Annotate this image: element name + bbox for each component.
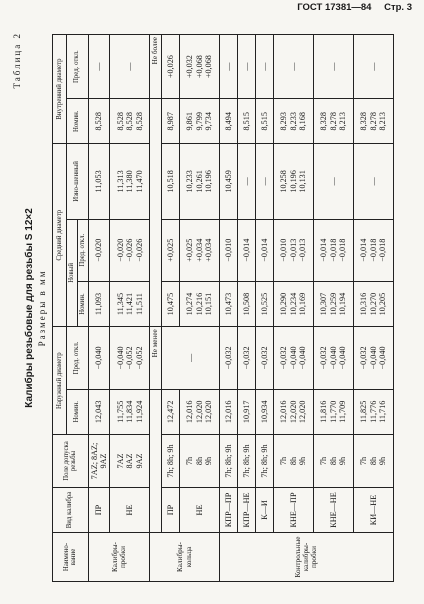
cell-middle-worn: 10,233 10,261 10,196 bbox=[179, 144, 219, 219]
cell-vid: НЕ bbox=[179, 488, 219, 533]
cell-outer-pred: −0,032 bbox=[237, 327, 255, 389]
cell-inner-pred: — bbox=[255, 35, 273, 99]
col-outer-pred: Пред. откл. bbox=[67, 327, 89, 389]
cell-middle-pred: −0,014 bbox=[255, 219, 273, 281]
cell-inner-nom: 8,987 bbox=[161, 99, 179, 144]
cell-inner-pred: — bbox=[273, 35, 313, 99]
cell-outer-pred: −0,032 −0,040 −0,040 bbox=[353, 327, 393, 389]
table-title: Калибры резьбовые для резьбы S 12×2 bbox=[24, 208, 35, 408]
cell-middle-worn: 11,313 11,380 11,470 bbox=[110, 144, 150, 219]
cell-outer-nom: 12,016 bbox=[219, 389, 237, 434]
rotated-page bbox=[12, 28, 412, 588]
table-label: Таблица 2 bbox=[12, 32, 22, 89]
cell-inner-pred: +0,032 +0,068 +0,068 bbox=[179, 35, 219, 99]
table-row bbox=[313, 35, 353, 582]
table-row bbox=[88, 35, 110, 582]
cell-outer-nom: 12,472 bbox=[161, 389, 179, 434]
col-outer-nom: Номин. bbox=[67, 389, 89, 434]
cell-outer-nom: 11,816 11,770 11,709 bbox=[313, 389, 353, 434]
cell-inner-nom: 8,528 8,528 8,528 bbox=[110, 99, 150, 144]
cell-inner-nom: 8,293 8,233 8,168 bbox=[273, 99, 313, 144]
cell-middle-worn: — bbox=[353, 144, 393, 219]
cell-vid: КНЕ—НЕ bbox=[313, 488, 353, 533]
col-middle-new: Новый bbox=[67, 219, 78, 327]
cell-middle-nom: 10,508 bbox=[237, 281, 255, 326]
cell-middle-nom: 11,345 11,421 11,511 bbox=[110, 281, 150, 326]
cell-middle-worn: 10,518 bbox=[161, 144, 179, 219]
table-row bbox=[255, 35, 273, 582]
col-middle: Средний диаметр bbox=[53, 144, 67, 327]
cell-middle-nom: 10,290 10,234 10,169 bbox=[273, 281, 313, 326]
cell-vid: КПР—ПР bbox=[219, 488, 237, 533]
cell-outer-pred: −0,032 bbox=[255, 327, 273, 389]
cell-vid: ПР bbox=[88, 488, 110, 533]
col-middle-worn: Изно-шенный bbox=[67, 144, 89, 219]
col-pole: Поле допуска резьбы bbox=[53, 435, 89, 488]
table-row bbox=[219, 35, 237, 582]
col-vid: Вид калибра bbox=[53, 488, 89, 533]
category-probki: Калибры-пробки bbox=[88, 533, 150, 582]
table-row bbox=[237, 35, 255, 582]
cell-middle-worn: — bbox=[237, 144, 255, 219]
cell-pole: 7h 8h 9h bbox=[353, 435, 393, 488]
cell-inner-pred: — bbox=[110, 35, 150, 99]
cell-middle-nom: 10,473 bbox=[219, 281, 237, 326]
cell-middle-worn: 10,258 10,196 10,131 bbox=[273, 144, 313, 219]
category-control: Контрольные калибры-пробки bbox=[219, 533, 393, 582]
cell-outer-nom: 11,755 11,834 11,924 bbox=[110, 389, 150, 434]
category-kolca: Калибры-кольца bbox=[150, 533, 219, 582]
cell-middle-pred: −0,014 −0,018 −0,018 bbox=[313, 219, 353, 281]
cell-vid: НЕ bbox=[110, 488, 150, 533]
cell-inner-nom: 8,528 bbox=[88, 99, 110, 144]
gost-number: ГОСТ 17381—84 bbox=[297, 2, 372, 13]
table-row bbox=[273, 35, 313, 582]
cell-outer-pred: — bbox=[161, 327, 219, 389]
cell-inner-nom: 8,328 8,278 8,213 bbox=[353, 99, 393, 144]
cell-middle-pred: −0,014 bbox=[237, 219, 255, 281]
cell-inner-nom: 8,515 bbox=[237, 99, 255, 144]
page-header bbox=[287, 2, 412, 13]
cell-middle-pred: +0,025 +0,034 +0,034 bbox=[179, 219, 219, 281]
cell-inner-pred: — bbox=[353, 35, 393, 99]
cell-middle-pred: −0,020 −0,026 −0,026 bbox=[110, 219, 150, 281]
cell-pole: 7AZ 8AZ 9AZ bbox=[110, 435, 150, 488]
cell-pole: 7h; 8h; 9h bbox=[237, 435, 255, 488]
cell-pole: 7h 8h 9h bbox=[313, 435, 353, 488]
cell-pole: 7h 8h 9h bbox=[179, 435, 219, 488]
cell-pole: 7AZ; 8AZ; 9AZ bbox=[88, 435, 110, 488]
cell-inner-pred: — bbox=[219, 35, 237, 99]
cell-middle-nom: 11,093 bbox=[88, 281, 110, 326]
table-row-note bbox=[150, 35, 161, 582]
cell-outer-nom: 10,934 bbox=[255, 389, 273, 434]
cell-vid: К—И bbox=[255, 488, 273, 533]
table-row bbox=[110, 35, 150, 582]
cell-inner-pred: — bbox=[237, 35, 255, 99]
cell-inner-nom: 8,494 bbox=[219, 99, 237, 144]
cell-middle-pred: −0,010 −0,013 −0,013 bbox=[273, 219, 313, 281]
col-middle-new-pred: Пред. откл. bbox=[77, 219, 88, 281]
col-inner-pred: Пред. откл. bbox=[67, 35, 89, 99]
calibre-table bbox=[52, 34, 394, 582]
cell-inner-pred: — bbox=[88, 35, 110, 99]
cell-vid: ПР bbox=[161, 488, 179, 533]
cell-pole: 7h; 8h; 9h bbox=[219, 435, 237, 488]
table-row bbox=[179, 35, 219, 582]
table-row bbox=[161, 35, 179, 582]
cell-middle-nom: 10,475 bbox=[161, 281, 179, 326]
cell-pole: 7h; 8h; 9h bbox=[255, 435, 273, 488]
cell-middle-pred: −0,014 −0,018 −0,018 bbox=[353, 219, 393, 281]
cell-outer-pred: −0,032 −0,040 −0,040 bbox=[313, 327, 353, 389]
cell-outer-nom: 10,917 bbox=[237, 389, 255, 434]
cell-middle-nom: 10,525 bbox=[255, 281, 273, 326]
cell-outer-pred: −0,040 −0,052 −0,052 bbox=[110, 327, 150, 389]
col-outer: Наружный диаметр bbox=[53, 327, 67, 435]
cell-outer-pred: −0,032 bbox=[219, 327, 237, 389]
cell-middle-worn: — bbox=[313, 144, 353, 219]
cell-pole: 7h; 8h; 9h bbox=[161, 435, 179, 488]
cell-middle-pred: −0,010 bbox=[219, 219, 237, 281]
col-inner-nom: Номин. bbox=[67, 99, 89, 144]
cell-middle-worn: 11,053 bbox=[88, 144, 110, 219]
col-naim: Наимено-вание bbox=[53, 533, 89, 582]
header-row-1 bbox=[53, 35, 67, 582]
cell-vid: КПР—НЕ bbox=[237, 488, 255, 533]
cell-inner-nom: 9,861 9,799 9,734 bbox=[179, 99, 219, 144]
note-ne-bolee: Не более bbox=[150, 35, 161, 99]
cell-pole: 7h 8h 9h bbox=[273, 435, 313, 488]
cell-vid: КИ—НЕ bbox=[353, 488, 393, 533]
cell-outer-nom: 12,016 12,020 12,020 bbox=[179, 389, 219, 434]
cell-outer-nom: 11,825 11,776 11,716 bbox=[353, 389, 393, 434]
cell-middle-worn: 10,459 bbox=[219, 144, 237, 219]
cell-inner-pred: +0,026 bbox=[161, 35, 179, 99]
table-row bbox=[353, 35, 393, 582]
cell-inner-nom: 8,515 bbox=[255, 99, 273, 144]
cell-outer-nom: 12,043 bbox=[88, 389, 110, 434]
cell-inner-pred: — bbox=[313, 35, 353, 99]
note-ne-menee: Не менее bbox=[150, 327, 161, 389]
page-number: Стр. 3 bbox=[384, 2, 412, 13]
cell-outer-nom: 12,016 12,020 12,020 bbox=[273, 389, 313, 434]
col-inner: Внутренний диаметр bbox=[53, 35, 67, 144]
cell-outer-pred: −0,040 bbox=[88, 327, 110, 389]
cell-middle-nom: 10,274 10,216 10,151 bbox=[179, 281, 219, 326]
cell-inner-nom: 8,328 8,278 8,213 bbox=[313, 99, 353, 144]
cell-middle-pred: +0,025 bbox=[161, 219, 179, 281]
col-middle-new-nom: Номин. bbox=[77, 281, 88, 326]
cell-outer-pred: −0,032 −0,040 −0,040 bbox=[273, 327, 313, 389]
cell-middle-pred: −0,020 bbox=[88, 219, 110, 281]
cell-vid: КНЕ—ПР bbox=[273, 488, 313, 533]
table-subtitle: Размеры в мм bbox=[37, 269, 47, 347]
cell-middle-worn: — bbox=[255, 144, 273, 219]
cell-middle-nom: 10,316 10,270 10,205 bbox=[353, 281, 393, 326]
cell-middle-nom: 10,307 10,259 10,194 bbox=[313, 281, 353, 326]
